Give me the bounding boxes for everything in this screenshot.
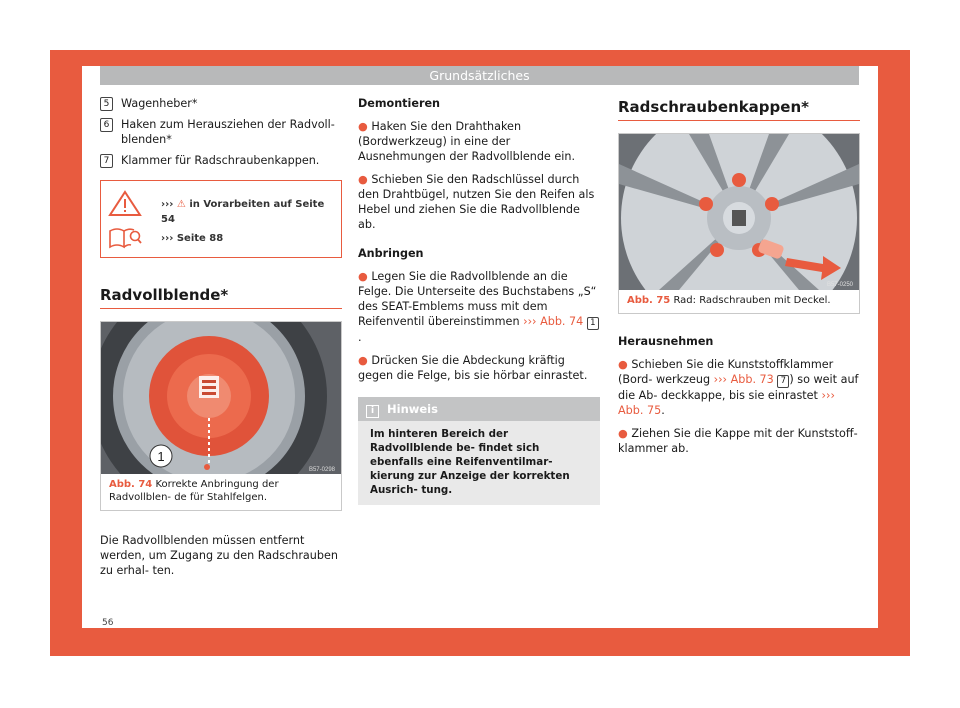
figure-link[interactable]: ››› Abb. 73 [713,373,774,386]
figure-caption: Abb. 75 Rad: Radschrauben mit Deckel. [627,295,831,306]
bullet-item: ● Legen Sie die Radvollblende an die Felge. Die Unterseite des Buchstabens „S“ des SEAT-Emblems muss mit dem Reifenventil übereinstimmen ››› Abb. 74 1. [358,269,600,345]
install-heading: Anbringen [358,247,424,260]
figure-id: B57-0298 [308,467,335,473]
item-text: Haken zum Herausziehen der Radvoll- blenden* [121,118,335,146]
small-warning-icon: ⚠ [176,199,186,210]
callout-number: 1 [587,317,599,330]
item-number: 7 [100,154,113,168]
list-item [100,117,342,147]
section-title: Radschraubenkappen* [618,100,860,121]
column-right [618,96,860,456]
list-item [100,153,342,168]
section-header: Grundsätzliches [100,66,859,85]
figure-link[interactable]: ››› Abb. 74 [523,315,584,328]
figure-link[interactable]: ››› Abb. 75 [618,389,835,417]
figure-caption: Abb. 74 Korrekte Anbringung der Radvollblen- de für Stahlfelgen. [109,479,279,503]
warning-ref-row[interactable] [101,189,341,225]
tool-list [100,96,342,168]
warning-ref-text: ››› ⚠ in Vorarbeiten auf Seite 54 [161,199,325,225]
figure-74 [100,321,342,511]
wheel-bolt-cap-illustration [619,134,859,290]
warning-triangle-icon [107,189,143,217]
item-number: 6 [100,118,113,132]
item-text: Klammer für Radschraubenkappen. [121,154,320,167]
note-header: i Hinweis [358,397,600,421]
cross-reference-box [100,180,342,258]
remove-heading: Demontieren [358,97,441,110]
note-text: Im hinteren Bereich der Radvollblende be- findet sich ebenfalls eine Reifenventilmar- kierung zur Anzeige der korrekten Ausrich- tung. [370,428,570,496]
item-text: Wagenheber* [121,97,198,110]
bullet-item: ● Ziehen Sie die Kappe mit der Kunststoff- klammer ab. [618,427,858,455]
list-item [100,96,342,111]
bullet-item: ● Drücken Sie die Abdeckung kräftig gegen die Felge, bis sie hörbar einrastet. [358,354,588,382]
section-title: Radvollblende* [100,288,342,309]
remove-heading: Herausnehmen [618,335,714,348]
page-number: 56 [102,618,114,628]
intro-paragraph: Die Radvollblenden müssen entfernt werden, um Zugang zu den Radschrauben zu erhal- ten. [100,534,338,577]
book-magnifier-icon [107,223,143,251]
book-ref-row[interactable] [101,223,341,253]
item-number: 5 [100,97,113,111]
wheel-cover-illustration [101,322,341,474]
column-left [100,96,342,578]
note-box [358,397,600,505]
figure-75 [618,133,860,314]
column-middle [358,96,600,505]
callout-number: 7 [777,375,789,388]
info-icon: i [366,405,379,418]
bullet-item: ● Haken Sie den Drahthaken (Bordwerkzeug) in eine der Ausnehmungen der Radvollblende ein. [358,120,576,163]
book-ref-text: ››› Seite 88 [161,233,224,244]
figure-id: B57-0250 [826,282,853,288]
bullet-item: ● Schieben Sie die Kunststoffklammer (Bord- werkzeug ››› Abb. 73 7 ) so weit auf die Ab- deckkappe, bis sie einrastet ››› Abb. 75. [618,358,859,417]
figure-callout: 1 [157,449,165,464]
bullet-item: ● Schieben Sie den Radschlüssel durch den Drahtbügel, nutzen Sie den Reifen als Hebel und ziehen Sie die Radvollblende ab. [358,173,595,231]
